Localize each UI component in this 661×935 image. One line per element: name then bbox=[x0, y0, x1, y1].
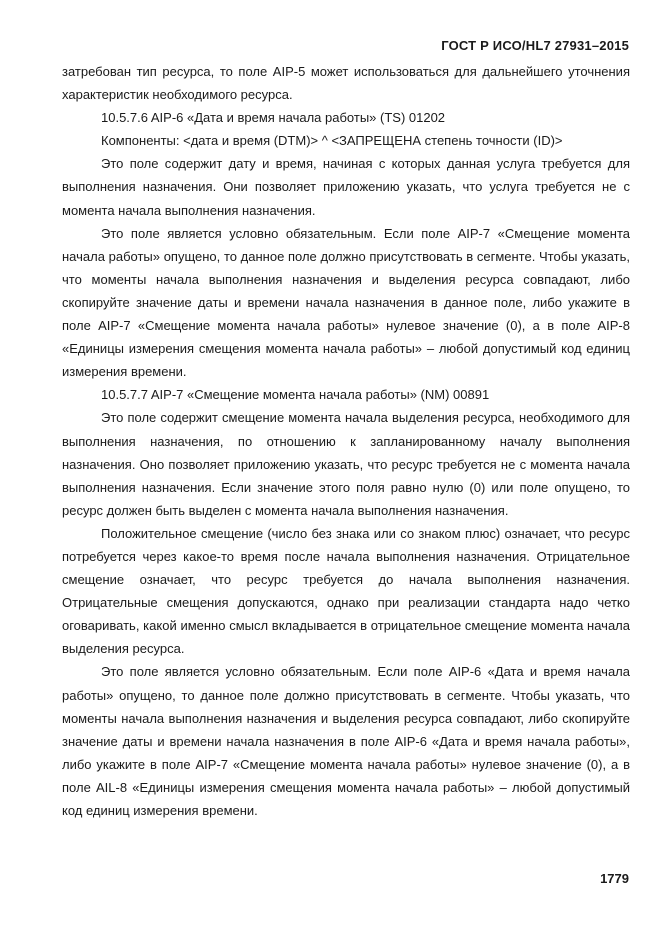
paragraph: Положительное смещение (число без знака или со знаком плюс) означает, что ресурс потребуется через какое-то время после начала выполнения назначения. Отрицательное смещение означает, что ресурс требуется до начала выполнения назначения. Отрицательные смещения допускаются, однако при реализации стандарта надо четко оговаривать, какой именно смысл вкладывается в отрицательное смещение момента начала выделения ресурса. bbox=[62, 525, 630, 657]
paragraph: Это поле является условно обязательным. Если поле AIP-7 «Смещение момента начала работы» опущено, то данное поле должно присутствовать в сегменте. Чтобы указать, что моменты начала выполнения назначения и выделения ресурса совпадают, либо скопируйте значение даты и времени начала назначения в данное поле, либо укажите в поле AIP-7 «Смещение момента начала работы» нулевое значение (0), а в поле AIP-8 «Единицы измерения смещения момента начала работы» – любой допустимый код единиц измерения времени. bbox=[62, 225, 630, 380]
paragraph-continuation: затребован тип ресурса, то поле AIP-5 может использоваться для дальнейшего уточнения характеристик необходимого ресурса. bbox=[62, 64, 630, 103]
page-number: 1779 bbox=[600, 871, 629, 886]
section-heading-aip-6: 10.5.7.6 AIP-6 «Дата и время начала работы» (TS) 01202 bbox=[101, 110, 446, 126]
section-heading-aip-7: 10.5.7.7 AIP-7 «Смещение момента начала работы» (NM) 00891 bbox=[101, 387, 490, 403]
components-line: Компоненты: <дата и время (DTM)> ^ <ЗАПРЕЩЕНА степень точности (ID)> bbox=[101, 133, 563, 149]
paragraph: Это поле содержит дату и время, начиная с которых данная услуга требуется для выполнения назначения. Они позволяет приложению указать, что услуга требуется не с момента начала выполнения назначения. bbox=[62, 156, 630, 218]
paragraph: Это поле является условно обязательным. Если поле AIP-6 «Дата и время начала работы» опущено, то данное поле должно присутствовать в сегменте. Чтобы указать, что моменты начала выполнения назначения и выделения ресурса совпадают, либо скопируйте значение даты и времени начала назначения в поле AIP-6 «Дата и время начала работы», либо укажите в поле AIP-7 «Смещение момента начала работы» нулевое значение (0), а в поле AIL-8 «Единицы измерения смещения момента начала работы» – любой допустимый код единиц измерения времени. bbox=[62, 664, 630, 818]
page-header-standard-id: ГОСТ Р ИСО/HL7 27931–2015 bbox=[441, 38, 629, 53]
document-body bbox=[62, 60, 630, 822]
paragraph: Это поле содержит смещение момента начала выделения ресурса, необходимого для выполнения назначения, по отношению к запланированному началу выполнения назначения. Оно позволяет приложению указать, что ресурс требуется не с момента начала выполнения назначения. Если значение этого поля равно нулю (0) или поле опущено, то ресурс должен быть выделен с момента начала выполнения назначения. bbox=[62, 410, 630, 518]
